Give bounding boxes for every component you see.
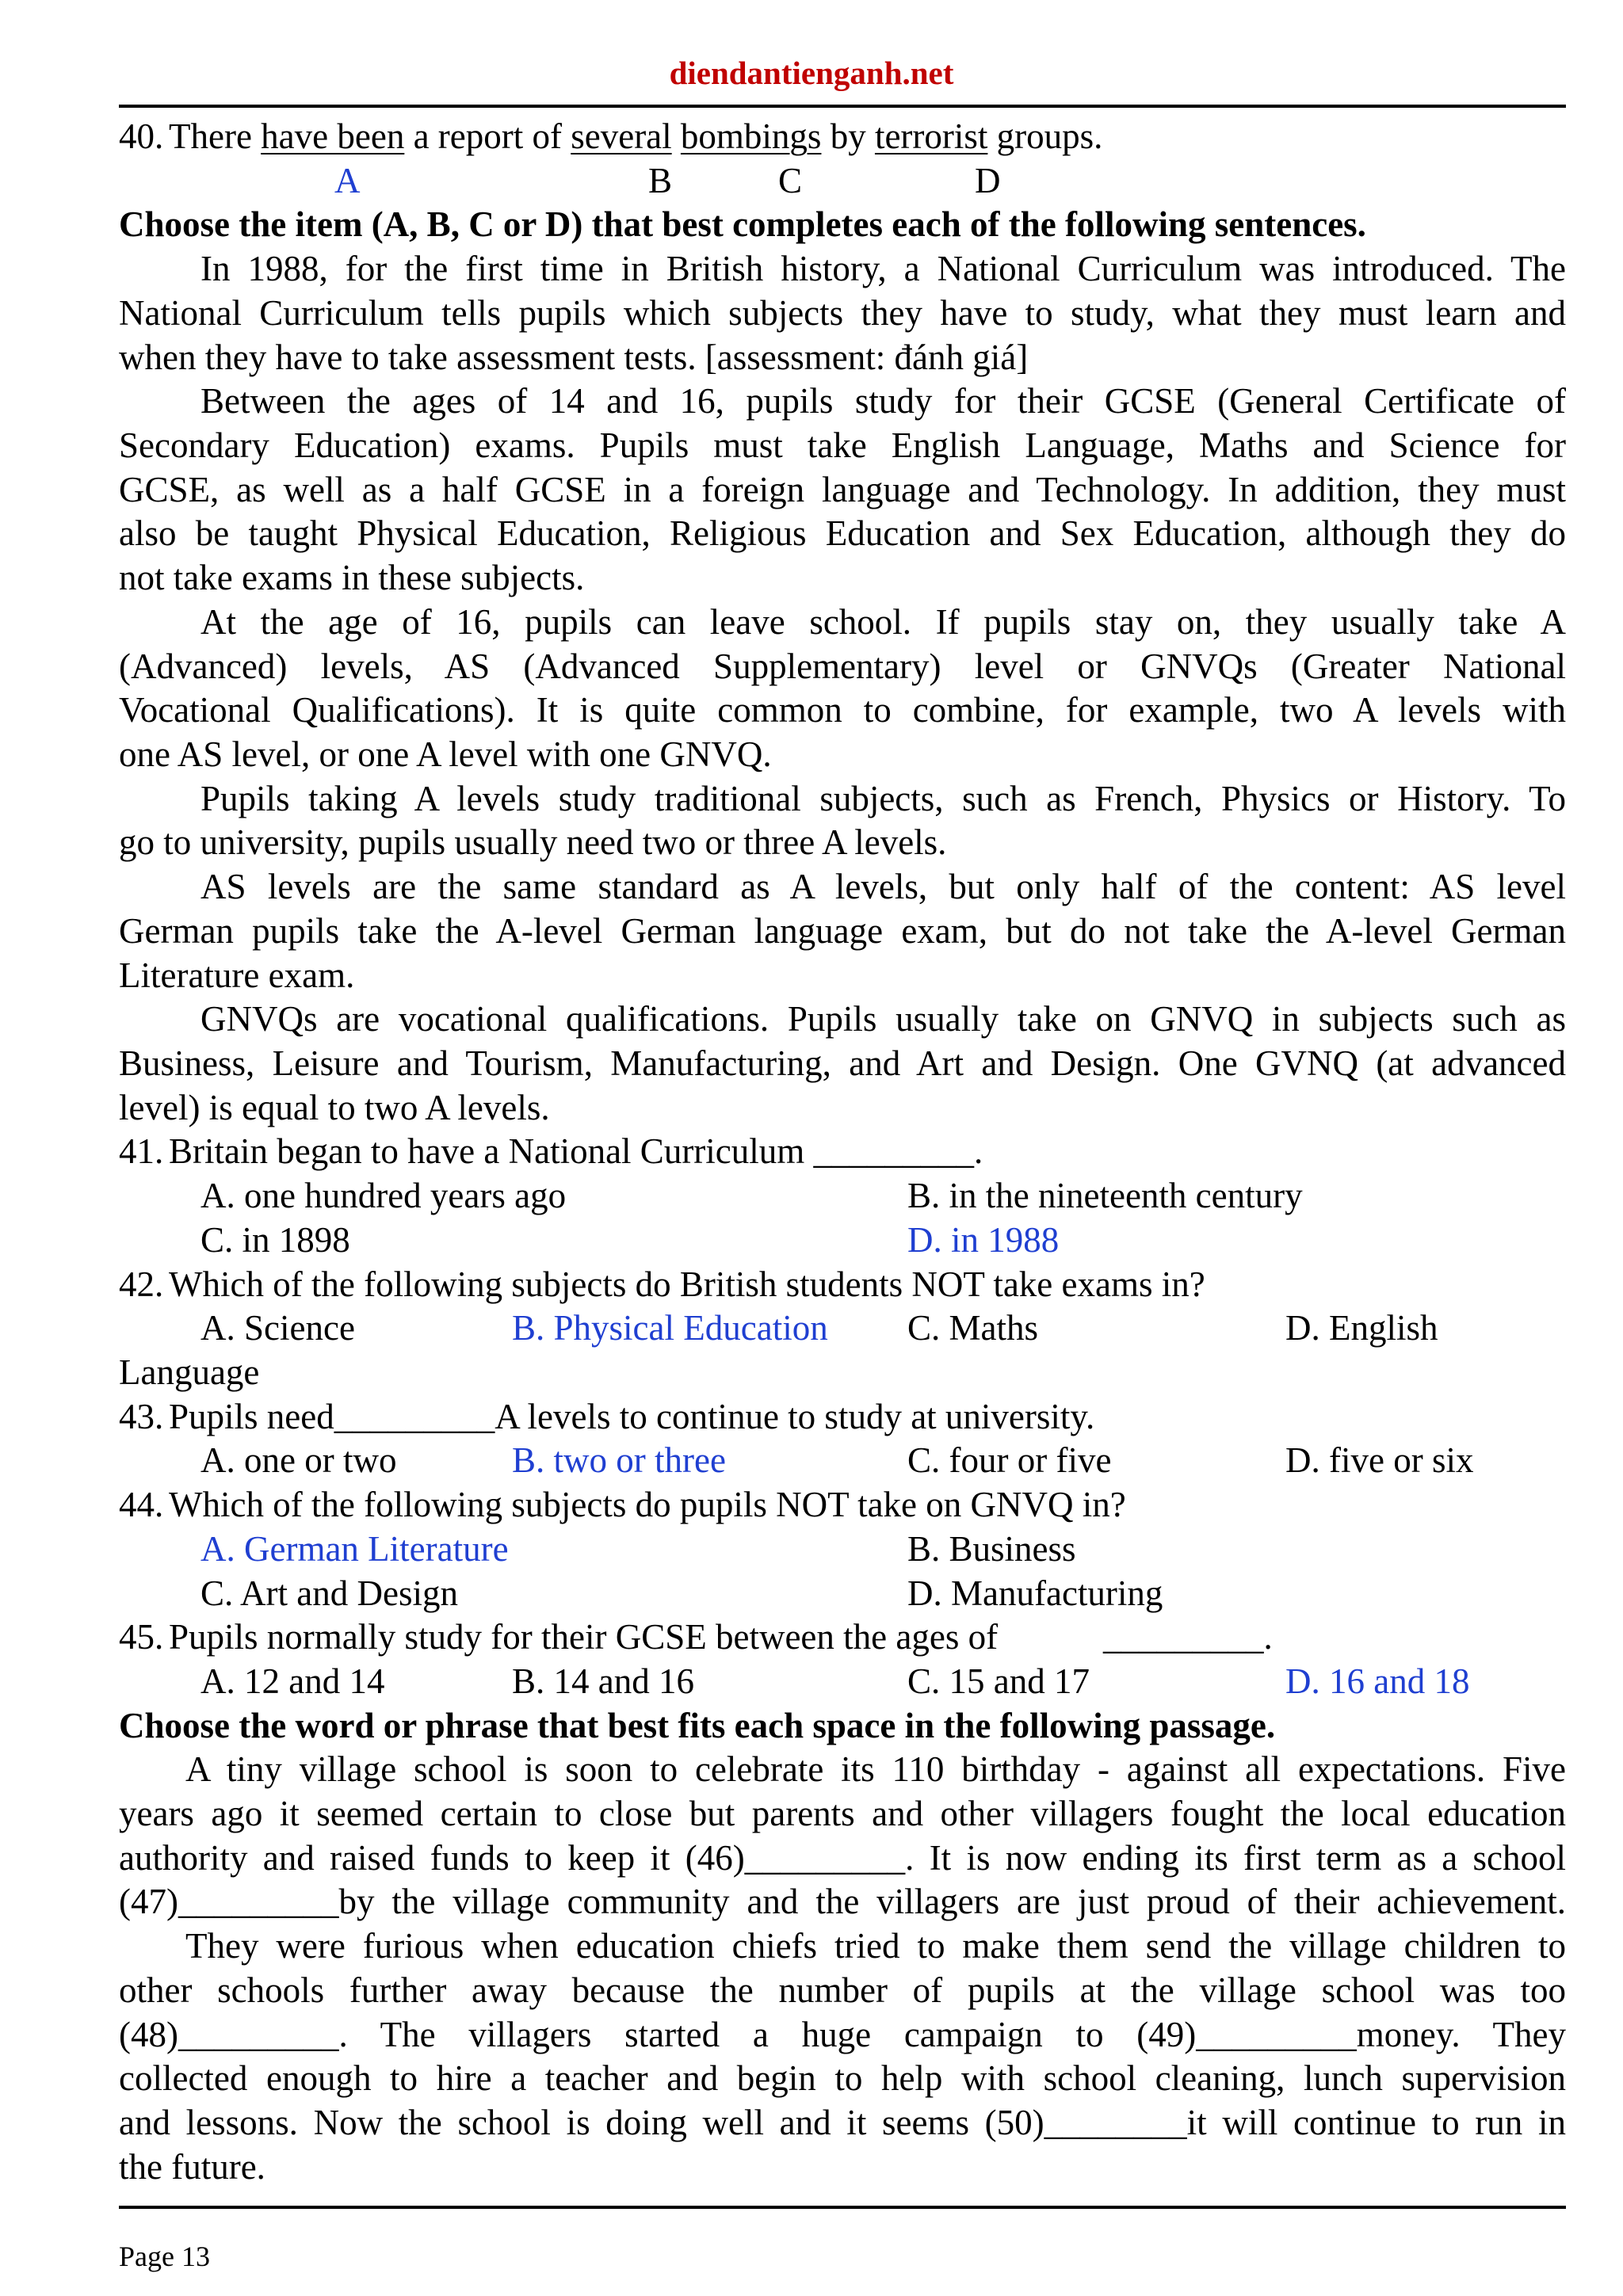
question-44: [119, 1487, 1566, 1523]
option-d-wrap: Language: [119, 1352, 260, 1392]
passage-line: AS levels are the same standard as A levels, but only half of the content: AS level: [200, 867, 1566, 906]
option-d-text: terrorist: [874, 116, 988, 156]
passage-line: the future.: [119, 2147, 265, 2187]
question-number: 45.: [119, 1617, 164, 1657]
passage-line: also be taught Physical Education, Religious Education and Sex Education, although they do: [119, 513, 1566, 553]
option-a: A. one hundred years ago: [200, 1176, 567, 1215]
passage-line: They were furious when education chiefs tried to make them send the village children to: [185, 1926, 1566, 1966]
passage-line: GCSE, as well as a half GCSE in a foreign language and Technology. In addition, they must: [119, 470, 1566, 509]
passage-line: collected enough to hire a teacher and begin to help with school cleaning, lunch supervision: [119, 2058, 1566, 2098]
header-rule: [119, 105, 1566, 108]
passage-line: Secondary Education) exams. Pupils must take English Language, Maths and Science for: [119, 425, 1566, 465]
option-c: C. in 1898: [200, 1220, 350, 1260]
option-d-answer: D. 16 and 18: [1285, 1661, 1470, 1701]
option-d-answer: D. in 1988: [907, 1220, 1060, 1260]
question-45: [119, 1619, 1566, 1655]
passage-line: A tiny village school is soon to celebrate its 110 birthday - against all expectations. Five: [185, 1749, 1566, 1789]
question-number: 42.: [119, 1264, 164, 1304]
option-b: B. Business: [907, 1529, 1076, 1569]
footer-rule: [119, 2206, 1566, 2209]
passage-line: one AS level, or one A level with one GNVQ.: [119, 734, 772, 774]
question-text: Britain began to have a National Curriculum _________.: [169, 1131, 983, 1171]
passage-line: Business, Leisure and Tourism, Manufacturing, and Art and Design. One GVNQ (at advanced: [119, 1043, 1566, 1083]
option-a: A. one or two: [200, 1440, 397, 1480]
answer-blank: _________.: [1103, 1617, 1273, 1657]
option-b-answer: B. Physical Education: [512, 1308, 828, 1348]
question-text: Which of the following subjects do British students NOT take exams in?: [169, 1264, 1205, 1304]
option-c: C. Art and Design: [200, 1573, 458, 1613]
option-c-text: bombings: [680, 116, 822, 156]
option-b-text: several: [571, 116, 672, 156]
option-a: A. Science: [200, 1308, 355, 1348]
passage-line: Literature exam.: [119, 955, 355, 995]
option-a-answer: A. German Literature: [200, 1529, 509, 1569]
passage-line: At the age of 16, pupils can leave school. If pupils stay on, they usually take A: [200, 602, 1566, 642]
section-instruction-2: Choose the word or phrase that best fits each space in the following passage.: [119, 1706, 1276, 1745]
passage-line: (47)_________by the village community and the villagers are just proud of their achievement.: [119, 1882, 1566, 1921]
passage-line: Vocational Qualifications). It is quite common to combine, for example, two A levels with: [119, 690, 1566, 730]
section-instruction-1: Choose the item (A, B, C or D) that best completes each of the following sentences.: [119, 204, 1366, 244]
question-number: 43.: [119, 1397, 164, 1436]
option-b: B. 14 and 16: [512, 1661, 694, 1701]
passage-line: level) is equal to two A levels.: [119, 1088, 550, 1127]
question-43: [119, 1399, 1566, 1435]
question-number: 41.: [119, 1131, 164, 1171]
passage-line: Pupils taking A levels study traditional subjects, such as French, Physics or History. To: [200, 779, 1566, 818]
option-a: A. 12 and 14: [200, 1661, 385, 1701]
letter-b: B: [648, 161, 673, 200]
option-b: B. in the nineteenth century: [907, 1176, 1303, 1215]
passage-line: National Curriculum tells pupils which subjects they have to study, what they must learn and: [119, 293, 1566, 333]
passage-line: go to university, pupils usually need two or three A levels.: [119, 822, 947, 862]
question-number: 44.: [119, 1485, 164, 1524]
option-c: C. 15 and 17: [907, 1661, 1090, 1701]
question-number: 40.: [119, 116, 164, 156]
passage-line: (Advanced) levels, AS (Advanced Supplementary) level or GNVQs (Greater National: [119, 646, 1566, 686]
question-text: Pupils need_________A levels to continue to study at university.: [169, 1397, 1095, 1436]
passage-line: other schools further away because the number of pupils at the village school was too: [119, 1970, 1566, 2010]
passage-line: when they have to take assessment tests. [assessment: đánh giá]: [119, 338, 1029, 377]
question-42: [119, 1264, 1566, 1304]
question-40: 40. There have been a report of several bombings by terrorist groups.: [119, 116, 1103, 156]
option-a-text: have been: [261, 116, 405, 156]
letter-d: D: [975, 161, 1001, 200]
passage-line: (48)_________. The villagers started a huge campaign to (49)_________money. They: [119, 2015, 1566, 2054]
question-text: Which of the following subjects do pupils NOT take on GNVQ in?: [169, 1485, 1126, 1524]
question-text: Pupils normally study for their GCSE between the ages of: [169, 1617, 999, 1657]
passage-line: In 1988, for the first time in British history, a National Curriculum was introduced. The: [200, 249, 1566, 288]
option-d: D. five or six: [1285, 1440, 1474, 1480]
passage-line: German pupils take the A-level German language exam, but do not take the A-level German: [119, 911, 1566, 951]
passage-line: GNVQs are vocational qualifications. Pupils usually take on GNVQ in subjects such as: [200, 999, 1566, 1039]
letter-c: C: [778, 161, 803, 200]
letter-a: A: [334, 161, 361, 200]
passage-line: Between the ages of 14 and 16, pupils study for their GCSE (General Certificate of: [200, 381, 1566, 421]
option-b-answer: B. two or three: [512, 1440, 726, 1480]
passage-line: and lessons. Now the school is doing well and it seems (50)________it will continue to run in: [119, 2103, 1566, 2142]
question-41: [119, 1131, 1566, 1171]
option-d: D. English: [1285, 1308, 1438, 1348]
option-c: C. four or five: [907, 1440, 1112, 1480]
passage-line: not take exams in these subjects.: [119, 558, 585, 597]
passage-line: years ago it seemed certain to close but parents and other villagers fought the local education: [119, 1794, 1566, 1833]
option-c: C. Maths: [907, 1308, 1039, 1348]
passage-line: authority and raised funds to keep it (46)_________. It is now ending its first term as a school: [119, 1838, 1566, 1878]
page-number: Page 13: [119, 2241, 210, 2272]
site-header: diendantienganh.net: [669, 55, 954, 91]
option-d: D. Manufacturing: [907, 1573, 1163, 1613]
